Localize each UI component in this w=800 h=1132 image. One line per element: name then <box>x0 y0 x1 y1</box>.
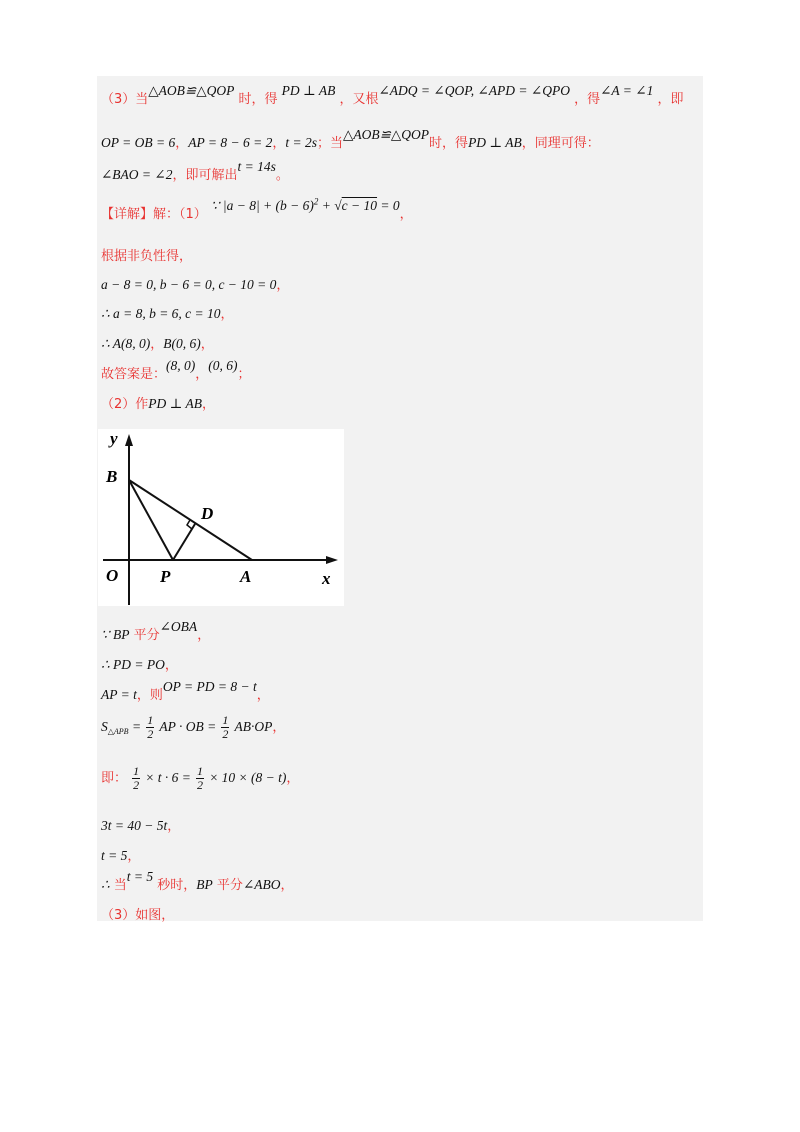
line-pd-po: ∴ PD = PO， <box>101 657 178 673</box>
line-op-ob: OP = OB = 6，AP = 8 − 6 = 2，t = 2s；当△AOB≌△QOP时，得PD ⊥ AB，同理可得： <box>101 127 600 151</box>
label-p: P <box>160 567 171 586</box>
fraction-half: $\frac{1}{2}$ <box>222 713 229 741</box>
segment-ab <box>129 480 252 560</box>
line-area-formula: $S_{\triangle APB}$ = $\frac{1}{2}$ AP · OB = $\frac{1}{2}$ AB·OP， <box>101 713 286 741</box>
line-bp-bisects: ∵ BP 平分∠OBA， <box>101 619 211 643</box>
line-t5: t = 5， <box>101 848 141 864</box>
line-area-equation: 即： $\frac{1}{2}$ × t · 6 = $\frac{1}{2}$ × 10 × (8 − t)， <box>101 764 300 792</box>
label-a: A <box>240 567 252 586</box>
line-detail-part1: 【详解】解：（1） ∵ $|a - 8| + (b - 6)^2 + √c - 10 = 0$， <box>101 196 413 222</box>
fraction-half: $\frac{1}{2}$ <box>147 713 154 741</box>
label-b: B <box>106 467 118 486</box>
line-angle-bao: ∠BAO = ∠2，即可解出t = 14s。 <box>101 159 289 183</box>
line-points: ∴ A(8, 0)，B(0, 6)， <box>101 336 214 352</box>
line-answer1: 故答案是：(8, 0)，(0, 6)； <box>101 358 251 382</box>
line-case3-intro: （3）当△AOB≌△QOP 时，得 PD ⊥ AB ，又根∠ADQ = ∠QOP, ∠APD = ∠QPO ，得∠A = ∠1 ，即 <box>101 83 684 107</box>
line-ap-t: AP = t，则OP = PD = 8 − t， <box>101 679 270 703</box>
line-nonneg: 根据非负性得， <box>101 249 193 264</box>
fraction-half: $\frac{1}{2}$ <box>197 764 204 792</box>
line-conclusion2: ∴ 当t = 5 秒时，BP 平分∠ABO， <box>101 869 294 893</box>
y-axis-arrow-icon <box>125 434 133 446</box>
line-3t: 3t = 40 − 5t， <box>101 818 181 834</box>
segment-pd <box>173 524 195 560</box>
x-axis-arrow-icon <box>326 556 338 564</box>
segment-bp <box>129 480 173 560</box>
label-x: x <box>322 569 331 588</box>
label-d: D <box>201 504 214 523</box>
figure-svg <box>98 429 344 606</box>
label-o: O <box>106 566 119 585</box>
line-part3: （3）如图， <box>101 908 175 923</box>
fraction-half: $\frac{1}{2}$ <box>133 764 140 792</box>
label-y: y <box>110 429 118 448</box>
line-values: ∴ a = 8, b = 6, c = 10， <box>101 306 234 322</box>
line-part2: （2）作PD ⊥ AB， <box>101 396 215 412</box>
geometry-figure <box>98 429 344 606</box>
line-equations: a − 8 = 0, b − 6 = 0, c − 10 = 0， <box>101 277 290 293</box>
